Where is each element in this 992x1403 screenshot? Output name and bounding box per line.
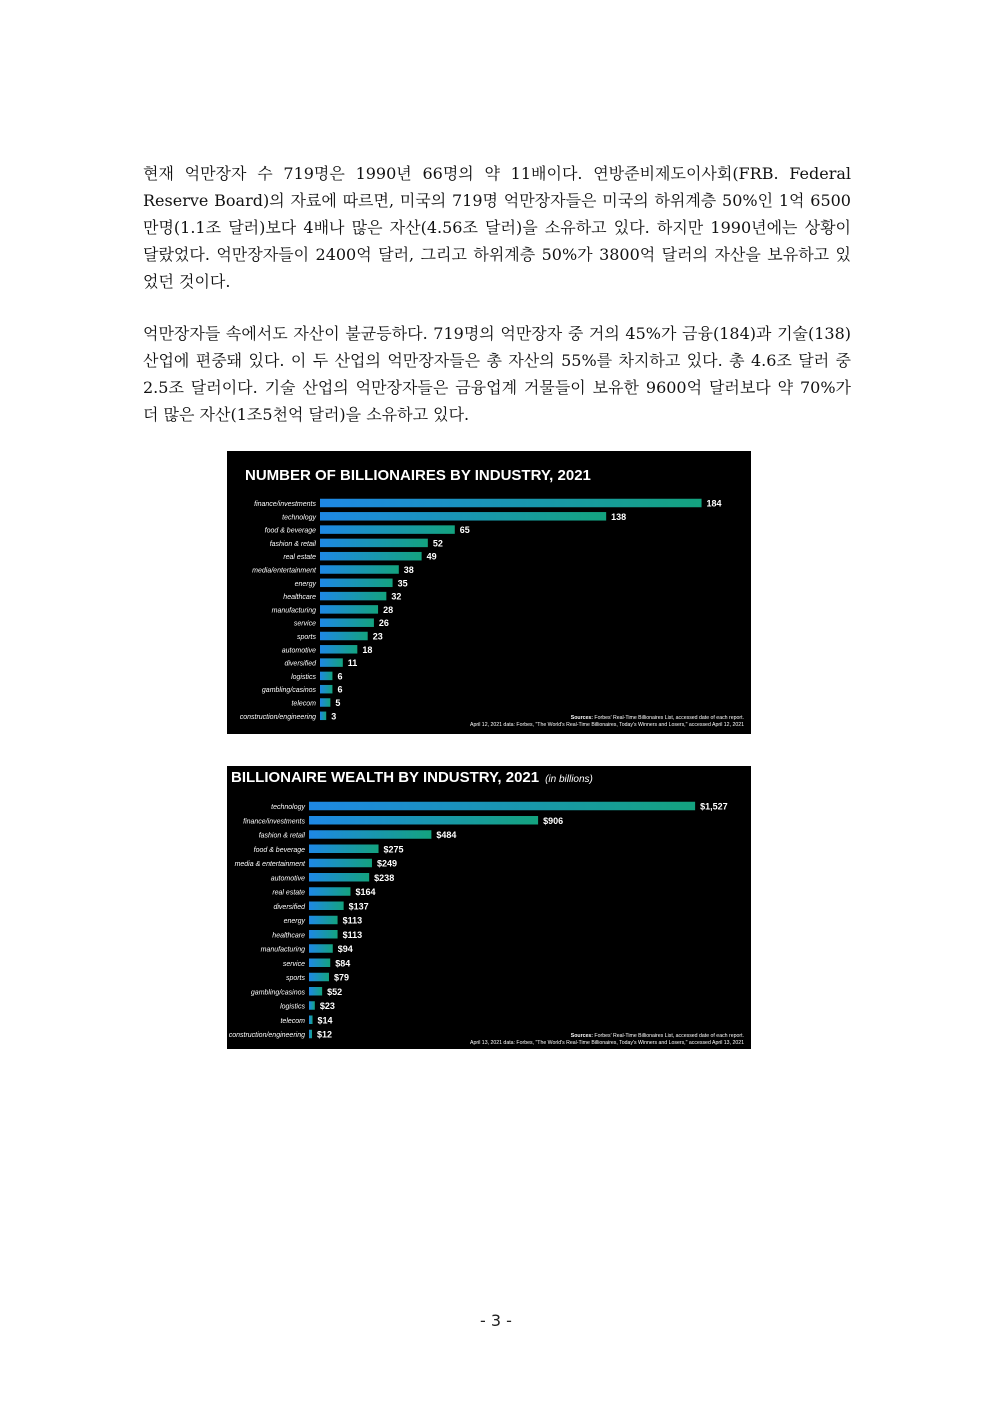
category-label: construction/engineering — [228, 1032, 305, 1039]
category-label: logistics — [291, 673, 316, 681]
value-label: 5 — [335, 698, 341, 708]
category-label: telecom — [280, 1017, 305, 1025]
chart-subtitle: (in billions) — [545, 774, 593, 785]
chart-source-note: April 12, 2021 data: Forbes, "The World's Real-Time Billionaires, Today's Winners and Losers," accessed April 12, 2021 — [469, 722, 744, 728]
category-label: sports — [285, 975, 305, 982]
value-label: 18 — [362, 644, 373, 655]
value-label: $113 — [342, 915, 363, 926]
bar — [320, 658, 343, 667]
value-label: $79 — [333, 972, 350, 983]
category-label: logistics — [280, 1003, 305, 1011]
category-label: diversified — [273, 903, 305, 911]
bar — [309, 944, 333, 953]
value-label: 23 — [372, 631, 383, 642]
category-label: service — [293, 620, 316, 628]
bar — [309, 845, 379, 854]
bar — [309, 802, 695, 811]
value-label: $52 — [327, 986, 343, 997]
value-label: 6 — [337, 684, 343, 695]
category-label: healthcare — [283, 594, 316, 602]
value-label: $249 — [376, 858, 397, 869]
bar — [309, 973, 329, 982]
value-label: 138 — [611, 511, 627, 522]
value-label: 3 — [331, 711, 337, 722]
category-label: finance/investments — [254, 501, 316, 508]
bar — [320, 499, 702, 508]
value-label: $12 — [317, 1029, 333, 1040]
category-label: finance/investments — [243, 818, 305, 826]
bar — [320, 698, 330, 707]
category-label: media & entertainment — [234, 861, 305, 868]
category-label: media/entertainment — [252, 567, 316, 575]
value-label: 26 — [378, 618, 389, 629]
category-label: food & beverage — [253, 846, 305, 854]
category-label: sports — [296, 634, 316, 641]
bar — [309, 1030, 312, 1039]
chart-source-label: Sources: — [570, 1033, 595, 1039]
bar — [320, 645, 357, 654]
category-label: technology — [282, 514, 316, 522]
bar — [309, 930, 338, 939]
category-label: fashion & retail — [269, 540, 316, 548]
category-label: manufacturing — [271, 607, 316, 615]
billionaires-count-chart — [227, 451, 751, 734]
category-label: service — [282, 960, 305, 968]
value-label: 38 — [403, 565, 414, 575]
value-label: 28 — [383, 604, 394, 615]
category-label: automotive — [281, 647, 316, 655]
bar — [309, 830, 431, 839]
category-label: automotive — [270, 875, 305, 883]
category-label: healthcare — [272, 932, 305, 940]
value-label: $137 — [348, 901, 369, 912]
bar — [320, 552, 422, 561]
value-label: 52 — [432, 538, 443, 549]
value-label: $23 — [319, 1001, 335, 1011]
billionaires-count-chart-svg — [227, 451, 751, 734]
category-label: gambling/casinos — [250, 989, 305, 997]
bar — [320, 579, 393, 588]
value-label: 11 — [347, 658, 358, 669]
category-label: telecom — [291, 700, 316, 708]
category-label: gambling/casinos — [261, 687, 316, 695]
category-label: fashion & retail — [258, 832, 305, 840]
chart-source-note: April 13, 2021 data: Forbes, "The World's Real-Time Billionaires, Today's Winners and Losers," accessed April 13, 2021 — [469, 1040, 744, 1046]
bar — [309, 1001, 315, 1010]
value-label: $164 — [355, 887, 376, 897]
value-label: 49 — [426, 551, 437, 562]
category-label: diversified — [284, 660, 316, 668]
bar — [320, 565, 399, 574]
chart-title: NUMBER OF BILLIONAIRES BY INDUSTRY, 2021 — [245, 467, 591, 484]
bar — [320, 525, 455, 534]
bar — [309, 887, 350, 896]
value-label: 32 — [391, 591, 402, 602]
chart-source — [571, 1033, 744, 1039]
paragraph-1: 현재 억만장자 수 719명은 1990년 66명의 약 11배이다. 연방준비제도이사회(FRB. Federal Reserve Board)의 자료에 따르면, 미국의 719명 억만장자들은 미국의 하위계층 50%인 1억 6500만명(1.1조 달러)보다 4배나 많은 자산(4.56조 달러)을 소유하고 있다. 하지만 1990년에는 상황이 달랐었다. 억만장자들이 2400억 달러, 그리고 하위계층 50%가 3800억 달러의 자산을 보유하고 있었던 것이다. — [143, 164, 851, 291]
bar — [309, 816, 538, 825]
bar — [309, 873, 369, 882]
chart-source-text: Forbes' Real-Time Billionaires List, accessed date of each report. — [594, 715, 744, 721]
bar — [309, 987, 322, 996]
bar — [309, 902, 344, 911]
category-label: manufacturing — [260, 946, 305, 954]
value-label: $14 — [317, 1015, 333, 1026]
bar — [320, 592, 386, 601]
bar — [309, 1016, 313, 1025]
category-label: construction/engineering — [239, 713, 316, 721]
value-label: $275 — [383, 844, 404, 855]
chart-source — [571, 715, 744, 721]
value-label: 6 — [337, 671, 343, 682]
bar — [320, 632, 368, 641]
bar — [320, 618, 374, 627]
value-label: 35 — [397, 578, 408, 589]
bar — [320, 712, 326, 721]
category-label: real estate — [283, 554, 316, 562]
bar — [309, 859, 372, 868]
value-label: $1,527 — [700, 801, 728, 812]
bar — [309, 916, 338, 925]
value-label: 65 — [459, 525, 470, 536]
bar — [320, 605, 378, 614]
value-label: 184 — [706, 498, 722, 509]
chart-source-text: Forbes' Real-Time Billionaires List, accessed date of each report. — [594, 1033, 744, 1039]
category-label: energy — [294, 580, 316, 588]
value-label: $84 — [335, 958, 351, 969]
bar — [309, 959, 330, 968]
bar — [320, 539, 428, 548]
billionaire-wealth-chart-svg — [227, 766, 751, 1049]
chart-title: BILLIONAIRE WEALTH BY INDUSTRY, 2021 — [231, 769, 540, 786]
category-label: real estate — [272, 889, 305, 897]
category-label: technology — [271, 804, 305, 811]
bar — [320, 672, 332, 681]
page-number: - 3 - — [480, 1311, 512, 1330]
value-label: $113 — [342, 929, 363, 940]
category-label: energy — [283, 918, 305, 925]
paragraph-2: 억만장자들 속에서도 자산이 불균등하다. 719명의 억만장자 중 거의 45%가 금융(184)과 기술(138) 산업에 편중돼 있다. 이 두 산업의 억만장자들은 총 자산의 55%를 차지하고 있다. 총 4.6조 달러 중 2.5조 달러이다. 기술 산업의 억만장자들은 금융업계 거물들이 보유한 9600억 달러보다 약 70%가 더 많은 자산(1조5천억 달러)을 소유하고 있다. — [143, 324, 851, 424]
value-label: $94 — [337, 944, 353, 954]
chart-source-label: Sources: — [570, 715, 595, 721]
billionaire-wealth-chart — [227, 766, 751, 1049]
value-label: $484 — [436, 830, 457, 840]
category-label: food & beverage — [264, 527, 316, 535]
value-label: $238 — [374, 872, 395, 883]
bar — [320, 685, 332, 694]
value-label: $906 — [543, 815, 564, 826]
bar — [320, 512, 606, 521]
